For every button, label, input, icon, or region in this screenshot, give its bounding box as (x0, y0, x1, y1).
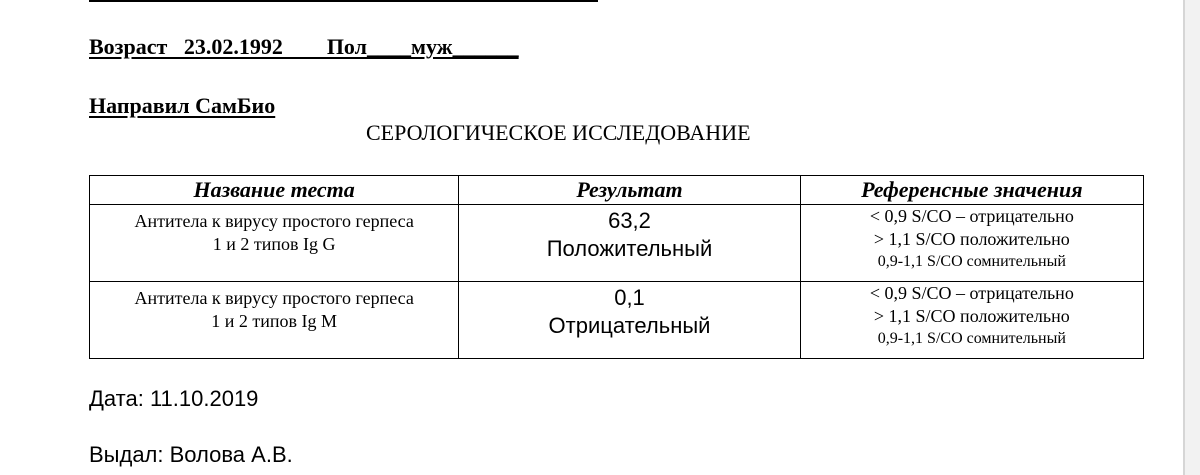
table-row (90, 282, 1144, 359)
reference-positive: > 1,1 S/CO положительно (873, 229, 1070, 249)
reference-doubtful: 0,9-1,1 S/CO сомнительный (877, 253, 1066, 270)
result-value: 63,2 (608, 208, 651, 233)
reference-negative: < 0,9 S/CO – отрицательно (869, 206, 1074, 226)
document-title: СЕРОЛОГИЧЕСКОЕ ИССЛЕДОВАНИЕ (366, 120, 751, 145)
reference-negative: < 0,9 S/CO – отрицательно (869, 283, 1074, 303)
issued-by: Выдал: Волова А.В. (89, 442, 293, 467)
table-row (90, 205, 1144, 282)
result-value: 0,1 (614, 285, 645, 310)
header-test-name: Название теста (90, 176, 459, 205)
test-name-line-2: 1 и 2 типов Ig M (211, 311, 338, 331)
results-table (89, 175, 1144, 359)
result-cell (459, 205, 800, 282)
reference-cell (800, 205, 1143, 282)
test-name-line-2: 1 и 2 типов Ig G (212, 234, 336, 254)
reference-positive: > 1,1 S/CO положительно (873, 306, 1070, 326)
issue-date: Дата: 11.10.2019 (89, 386, 259, 411)
result-text: Отрицательный (548, 313, 711, 338)
result-cell (459, 282, 800, 359)
top-rule-divider (89, 0, 598, 2)
test-name-cell (90, 205, 459, 282)
referral-line: Направил СамБио (89, 93, 276, 118)
patient-age-sex-line: Возраст 23.02.1992 Пол____муж______ (89, 34, 519, 59)
header-reference: Референсные значения (800, 176, 1143, 205)
test-name-line-1: Антитела к вирусу простого герпеса (134, 211, 414, 231)
header-result: Результат (459, 176, 800, 205)
reference-doubtful: 0,9-1,1 S/CO сомнительный (877, 330, 1066, 347)
page-edge-shadow (1183, 0, 1185, 475)
table-header-row (90, 176, 1144, 205)
test-name-line-1: Антитела к вирусу простого герпеса (134, 288, 414, 308)
reference-cell (800, 282, 1143, 359)
test-name-cell (90, 282, 459, 359)
result-text: Положительный (546, 236, 713, 261)
